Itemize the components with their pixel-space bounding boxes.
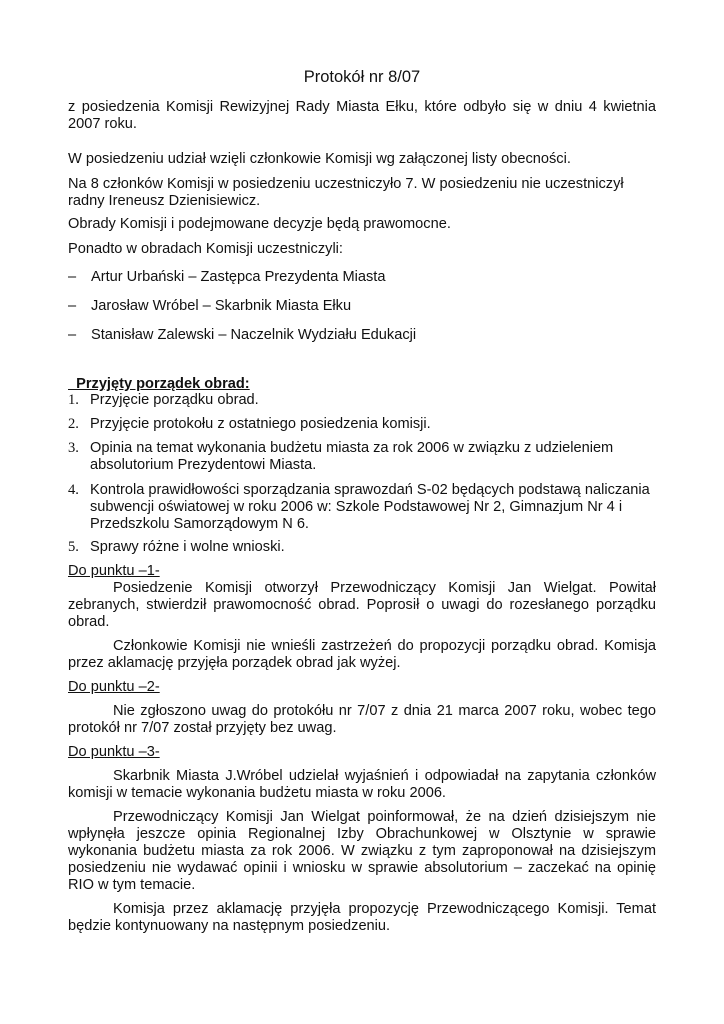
agenda-heading: Przyjęty porządek obrad: [68, 376, 250, 392]
agenda-heading-row [68, 376, 656, 393]
point-3-paragraph: Skarbnik Miasta J.Wróbel udzielał wyjaśnień i odpowiadał na zapytania członków komisji w temacie wykonania budżetu miasta w roku 2006. [68, 768, 656, 801]
agenda-item [68, 392, 656, 409]
agenda-item [68, 482, 656, 533]
point-3-heading: Do punktu –3- [68, 744, 160, 760]
members-count-paragraph: Na 8 członków Komisji w posiedzeniu uczestniczyło 7. W posiedzeniu nie uczestniczył radny Ireneusz Dzienisiewicz. [68, 176, 624, 209]
agenda-text: Kontrola prawidłowości sporządzania sprawozdań S-02 będących podstawą naliczania subwencji oświatowej w roku 2006 w: Szkole Podstawowej Nr 2, Gimnazjum Nr 4 i Przedszkolu Samorządowym N 6. [90, 482, 650, 532]
point-heading-row [68, 563, 656, 580]
guest-text: Stanisław Zalewski – Naczelnik Wydziału Edukacji [91, 327, 417, 343]
validity-paragraph: Obrady Komisji i podejmowane decyzje będą prawomocne. [68, 216, 451, 232]
agenda-number: 4. [68, 482, 79, 498]
guests-intro: Ponadto w obradach Komisji uczestniczyli: [68, 241, 343, 257]
agenda-number: 5. [68, 539, 79, 555]
agenda-number: 2. [68, 416, 79, 432]
agenda-text: Sprawy różne i wolne wnioski. [90, 539, 285, 555]
dash-marker: – [68, 298, 77, 314]
point-heading-row [68, 744, 656, 761]
agenda-item [68, 440, 656, 474]
agenda-item [68, 416, 656, 433]
agenda-text: Opinia na temat wykonania budżetu miasta za rok 2006 w związku z udzieleniem absolutorium Prezydentowi Miasta. [90, 440, 614, 473]
agenda-text: Przyjęcie protokołu z ostatniego posiedzenia komisji. [90, 416, 431, 432]
point-1-paragraph: Członkowie Komisji nie wnieśli zastrzeżeń do propozycji porządku obrad. Komisja przez aklamację przyjęła porządek obrad jak wyżej. [68, 638, 656, 671]
point-heading-row [68, 679, 656, 696]
guest-text: Artur Urbański – Zastępca Prezydenta Miasta [91, 269, 386, 285]
dash-marker: – [68, 327, 77, 343]
agenda-text: Przyjęcie porządku obrad. [90, 392, 259, 408]
point-2-heading: Do punktu –2- [68, 679, 160, 695]
document-title: Protokół nr 8/07 [303, 68, 421, 86]
point-1-paragraph: Posiedzenie Komisji otworzył Przewodniczący Komisji Jan Wielgat. Powitał zebranych, stwierdził prawomocność obrad. Poprosił o uwagi do rozesłanego porządku obrad. [68, 580, 656, 630]
attendance-paragraph: W posiedzeniu udział wzięli członkowie Komisji wg załączonej listy obecności. [68, 151, 571, 167]
agenda-number: 3. [68, 440, 79, 456]
agenda-number: 1. [68, 392, 79, 408]
point-3-paragraph: Komisja przez aklamację przyjęła propozycję Przewodniczącego Komisji. Temat będzie kontynuowany na następnym posiedzeniu. [68, 901, 656, 934]
guest-text: Jarosław Wróbel – Skarbnik Miasta Ełku [91, 298, 352, 314]
point-3-paragraph: Przewodniczący Komisji Jan Wielgat poinformował, że na dzień dzisiejszym nie wpłynęła jeszcze opinia Regionalnej Izby Obrachunkowej w Olsztynie w sprawie wykonania budżetu miasta za rok 2006. W związku z tym zaproponował na dzisiejszym posiedzeniu nie wydawać opinii i wniosku w sprawie absolutorium – zaczekać na opinię RIO w tym temacie. [68, 809, 656, 893]
agenda-item [68, 539, 656, 556]
dash-marker: – [68, 269, 77, 285]
intro-paragraph: z posiedzenia Komisji Rewizyjnej Rady Miasta Ełku, które odbyło się w dniu 4 kwietnia 2007 roku. [68, 99, 656, 132]
point-2-paragraph: Nie zgłoszono uwag do protokółu nr 7/07 z dnia 21 marca 2007 roku, wobec tego protokół nr 7/07 został przyjęty bez uwag. [68, 703, 656, 736]
point-1-heading: Do punktu –1- [68, 563, 160, 579]
